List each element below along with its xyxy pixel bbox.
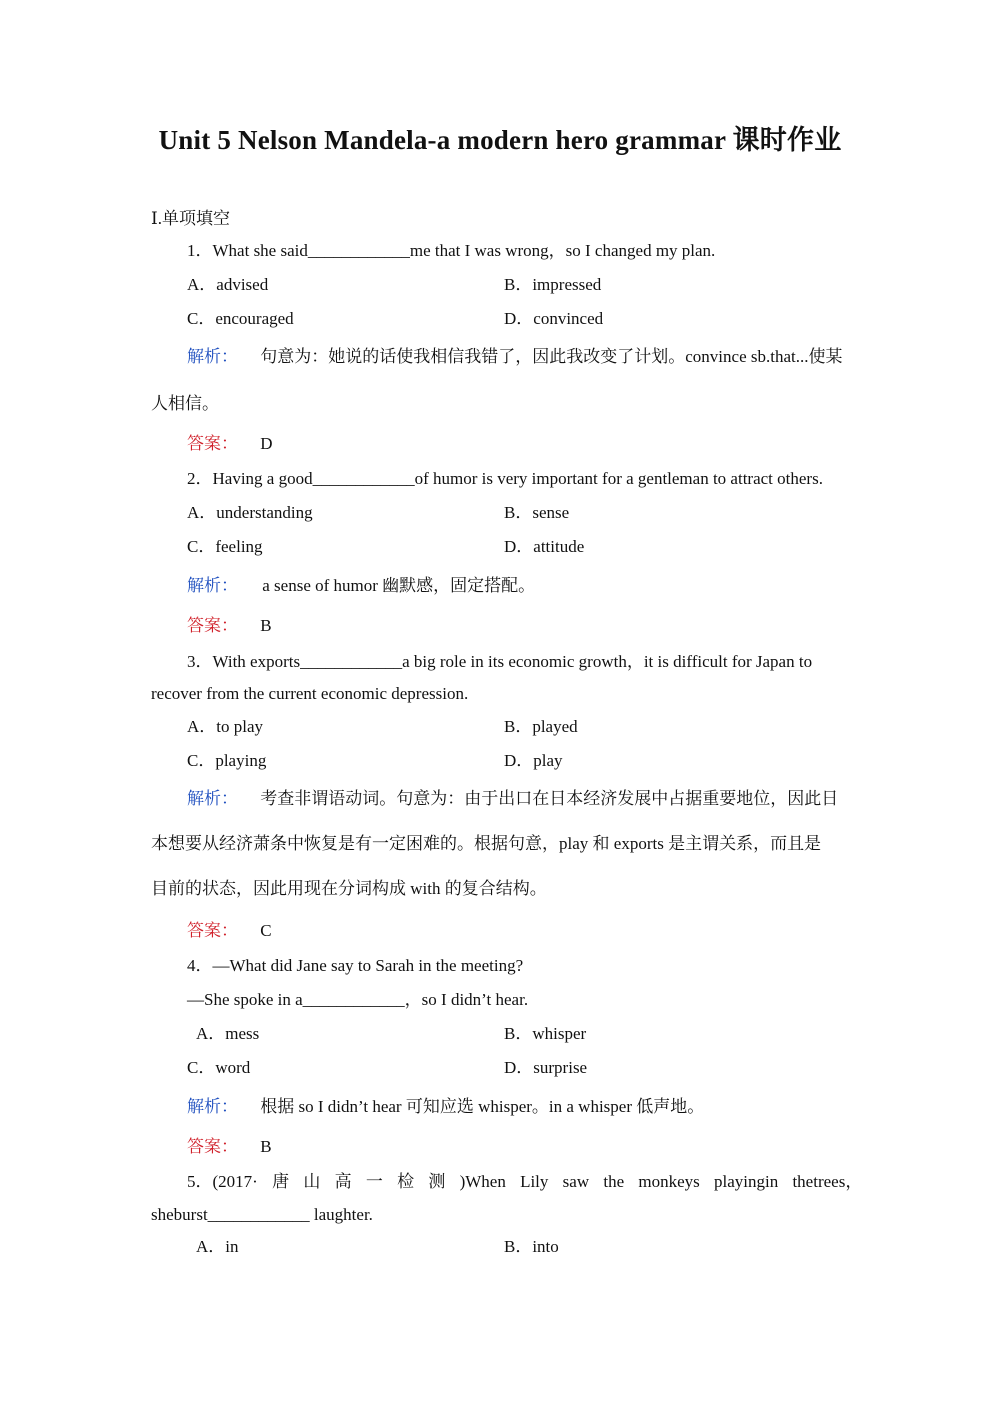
q3-answer bbox=[187, 920, 272, 942]
q4-option-b: B．whisper bbox=[504, 1024, 587, 1043]
q3-option-b: B．played bbox=[504, 717, 578, 736]
page-title: Unit 5 Nelson Mandela-a modern hero grammar 课时作业 bbox=[158, 125, 842, 155]
q2-option-b: B．sense bbox=[504, 503, 570, 522]
answer-label: 答案： bbox=[187, 1137, 238, 1156]
q3-answer-value: C bbox=[260, 921, 272, 940]
q4-answer bbox=[187, 1136, 272, 1158]
q3-analysis-cont-2: 目前的状态，因此用现在分词构成 with 的复合结构。 bbox=[151, 879, 547, 898]
q1-analysis bbox=[187, 346, 842, 368]
q1-option-d: D．convinced bbox=[504, 309, 604, 328]
question-5-stem: 5．(2017· 唐 山 高 一 检 测 )When Lily saw the monkeys playingin thetrees， bbox=[187, 1172, 863, 1191]
question-2-stem: 2．Having a good____________of humor is very important for a gentleman to attract others. bbox=[187, 469, 823, 488]
q3-analysis-text: 考查非谓语动词。句意为：由于出口在日本经济发展中占据重要地位，因此日 bbox=[260, 789, 839, 808]
q5-option-b: B．into bbox=[504, 1237, 559, 1256]
q4-option-c: C．word bbox=[187, 1058, 251, 1077]
analysis-label: 解析： bbox=[187, 576, 238, 595]
question-4-stem-cont: —She spoke in a____________，so I didn’t hear. bbox=[187, 990, 529, 1009]
question-4-stem: 4．—What did Jane say to Sarah in the meeting? bbox=[187, 956, 524, 975]
analysis-label: 解析： bbox=[187, 347, 238, 366]
question-1-stem: 1．What she said____________me that I was wrong，so I changed my plan. bbox=[187, 241, 716, 260]
q3-option-c: C．playing bbox=[187, 751, 267, 770]
q2-option-c: C．feeling bbox=[187, 537, 263, 556]
q1-option-c: C．encouraged bbox=[187, 309, 294, 328]
q1-analysis-cont: 人相信。 bbox=[151, 394, 219, 413]
q4-answer-value: B bbox=[260, 1137, 272, 1156]
q1-option-b: B．impressed bbox=[504, 275, 602, 294]
q4-option-d: D．surprise bbox=[504, 1058, 588, 1077]
answer-label: 答案： bbox=[187, 616, 238, 635]
q2-option-d: D．attitude bbox=[504, 537, 585, 556]
q5-option-a: A．in bbox=[196, 1237, 239, 1256]
analysis-label: 解析： bbox=[187, 789, 238, 808]
answer-label: 答案： bbox=[187, 434, 238, 453]
question-3-stem: 3．With exports____________a big role in its economic growth，it is difficult for Japan to bbox=[187, 652, 813, 671]
q1-answer-value: D bbox=[260, 434, 273, 453]
q2-answer bbox=[187, 615, 272, 637]
q1-option-a: A．advised bbox=[187, 275, 269, 294]
question-3-stem-cont: recover from the current economic depression. bbox=[151, 684, 469, 703]
q4-analysis-text: 根据 so I didn’t hear 可知应选 whisper。in a whisper 低声地。 bbox=[260, 1097, 705, 1116]
q4-option-a: A．mess bbox=[196, 1024, 260, 1043]
q2-answer-value: B bbox=[260, 616, 272, 635]
q1-answer bbox=[187, 433, 273, 455]
q3-option-a: A．to play bbox=[187, 717, 264, 736]
q3-option-d: D．play bbox=[504, 751, 563, 770]
q1-analysis-text: 句意为：她说的话使我相信我错了，因此我改变了计划。convince sb.that...使某 bbox=[260, 347, 843, 366]
q2-option-a: A．understanding bbox=[187, 503, 313, 522]
analysis-label: 解析： bbox=[187, 1097, 238, 1116]
q3-analysis-cont-1: 本想要从经济萧条中恢复是有一定困难的。根据句意，play 和 exports 是主谓关系，而且是 bbox=[151, 834, 822, 853]
section-heading: Ⅰ.单项填空 bbox=[151, 209, 230, 228]
q3-analysis bbox=[187, 788, 838, 810]
q4-analysis bbox=[187, 1096, 704, 1118]
q2-analysis-text: a sense of humor 幽默感，固定搭配。 bbox=[262, 576, 536, 595]
answer-label: 答案： bbox=[187, 921, 238, 940]
q2-analysis bbox=[187, 575, 535, 597]
question-5-stem-cont: sheburst____________ laughter. bbox=[151, 1205, 373, 1224]
